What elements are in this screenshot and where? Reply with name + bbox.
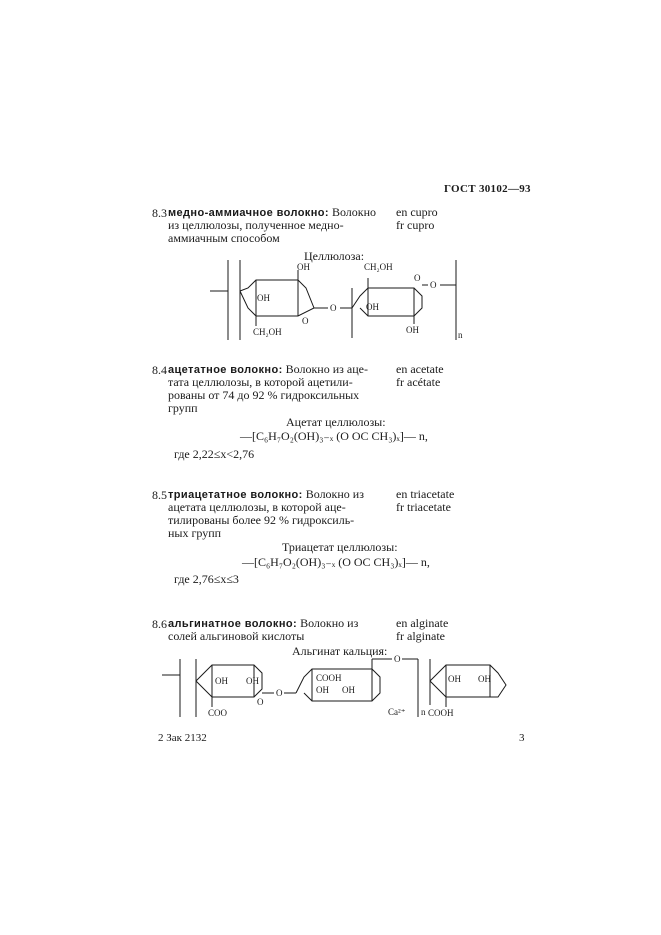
entry-number: 8.3 xyxy=(152,206,167,220)
cellulose-structure xyxy=(200,258,480,348)
oxygen-label: O xyxy=(302,316,309,326)
ch2oh-label: CH₂OH xyxy=(364,262,393,272)
hydroxyl-label: OH xyxy=(366,302,379,312)
polymer-index: n xyxy=(458,330,463,340)
calcium-ion-label: Ca²⁺ xyxy=(388,707,406,717)
equivalent-fr: fr acétate xyxy=(396,375,441,389)
definition-line: Волокно из аце- xyxy=(285,362,368,376)
equivalent-fr: fr triacetate xyxy=(396,500,451,514)
structure-caption: Триацетат целлюлозы: xyxy=(282,540,398,554)
oxygen-label: O xyxy=(414,273,421,283)
definition-line: Волокно из xyxy=(305,487,364,501)
equivalent-en: en acetate xyxy=(396,362,444,376)
entry-8-5 xyxy=(152,488,492,588)
formula-condition: где 2,76≤x≤3 xyxy=(174,572,239,586)
entry-number: 8.6 xyxy=(152,617,167,631)
oxygen-label: O xyxy=(430,280,437,290)
definition-line: групп xyxy=(168,401,198,415)
equivalent-fr: fr cupro xyxy=(396,218,435,232)
hydroxyl-label: OH xyxy=(297,262,310,272)
chemical-formula: —[C₆H₇O₂(OH)₃₋ₓ (O OC CH₃)ₓ]— n, xyxy=(242,555,430,569)
order-number: 2 Зак 2132 xyxy=(158,732,207,744)
formula-condition: где 2,22≤x<2,76 xyxy=(174,447,255,461)
structure-caption: Ацетат целлюлозы: xyxy=(286,415,386,429)
hydroxyl-label: OH xyxy=(316,685,329,695)
carboxyl-label: COOH xyxy=(316,673,342,683)
definition-line: ацетата целлюлозы, в которой аце- xyxy=(168,500,346,514)
entry-term: медно-аммиачное волокно: xyxy=(168,207,329,219)
definition-line: Волокно из xyxy=(300,616,359,630)
equivalent-fr: fr alginate xyxy=(396,629,445,643)
ch2oh-label: CH₂OH xyxy=(253,327,282,337)
page-number: 3 xyxy=(519,732,525,744)
hydroxyl-label: OH xyxy=(448,674,461,684)
chemical-formula: —[C₆H₇O₂(OH)₃₋ₓ (O OC CH₃)ₓ]— n, xyxy=(240,429,428,443)
entry-term: альгинатное волокно: xyxy=(168,618,298,630)
definition-line: тата целлюлозы, в которой ацетили- xyxy=(168,375,353,389)
entry-8-4 xyxy=(152,363,492,473)
definition-line: ных групп xyxy=(168,526,222,540)
carboxylate-label: COO xyxy=(208,708,228,718)
definition-line: аммиачным способом xyxy=(168,231,280,245)
definition-line: Волокно xyxy=(331,205,377,219)
equivalent-en: en cupro xyxy=(396,205,438,219)
definition-line: солей альгиновой кислоты xyxy=(168,629,305,643)
entry-term: триацетатное волокно: xyxy=(168,489,303,501)
hydroxyl-label: OH xyxy=(215,676,228,686)
oxygen-label: O xyxy=(330,303,337,313)
polymer-index: n xyxy=(421,707,426,717)
hydroxyl-label: OH xyxy=(478,674,491,684)
hydroxyl-label: OH xyxy=(342,685,355,695)
structure-caption: Целлюлоза: xyxy=(304,249,365,263)
definition-line: из целлюлозы, полученное медно- xyxy=(168,218,344,232)
hydroxyl-label: OH xyxy=(406,325,419,335)
calcium-alginate-structure xyxy=(160,655,510,723)
equivalent-en: en triacetate xyxy=(396,487,455,501)
definition-line: тилированы более 92 % гидроксиль- xyxy=(168,513,355,527)
definition-line: рованы от 74 до 92 % гидроксильных xyxy=(168,388,360,402)
standard-header: ГОСТ 30102—93 xyxy=(444,183,531,195)
structure-caption: Альгинат кальция: xyxy=(292,644,388,658)
entry-term: ацетатное волокно: xyxy=(168,364,283,376)
equivalent-en: en alginate xyxy=(396,616,449,630)
entry-number: 8.5 xyxy=(152,488,167,502)
hydroxyl-label: OH xyxy=(257,293,270,303)
entry-number: 8.4 xyxy=(152,363,167,377)
oxygen-label: O xyxy=(257,697,264,707)
oxygen-label: O xyxy=(276,688,283,698)
carboxyl-label: COOH xyxy=(428,708,454,718)
oxygen-label: O xyxy=(394,655,401,664)
hydroxyl-label: OH xyxy=(246,676,259,686)
